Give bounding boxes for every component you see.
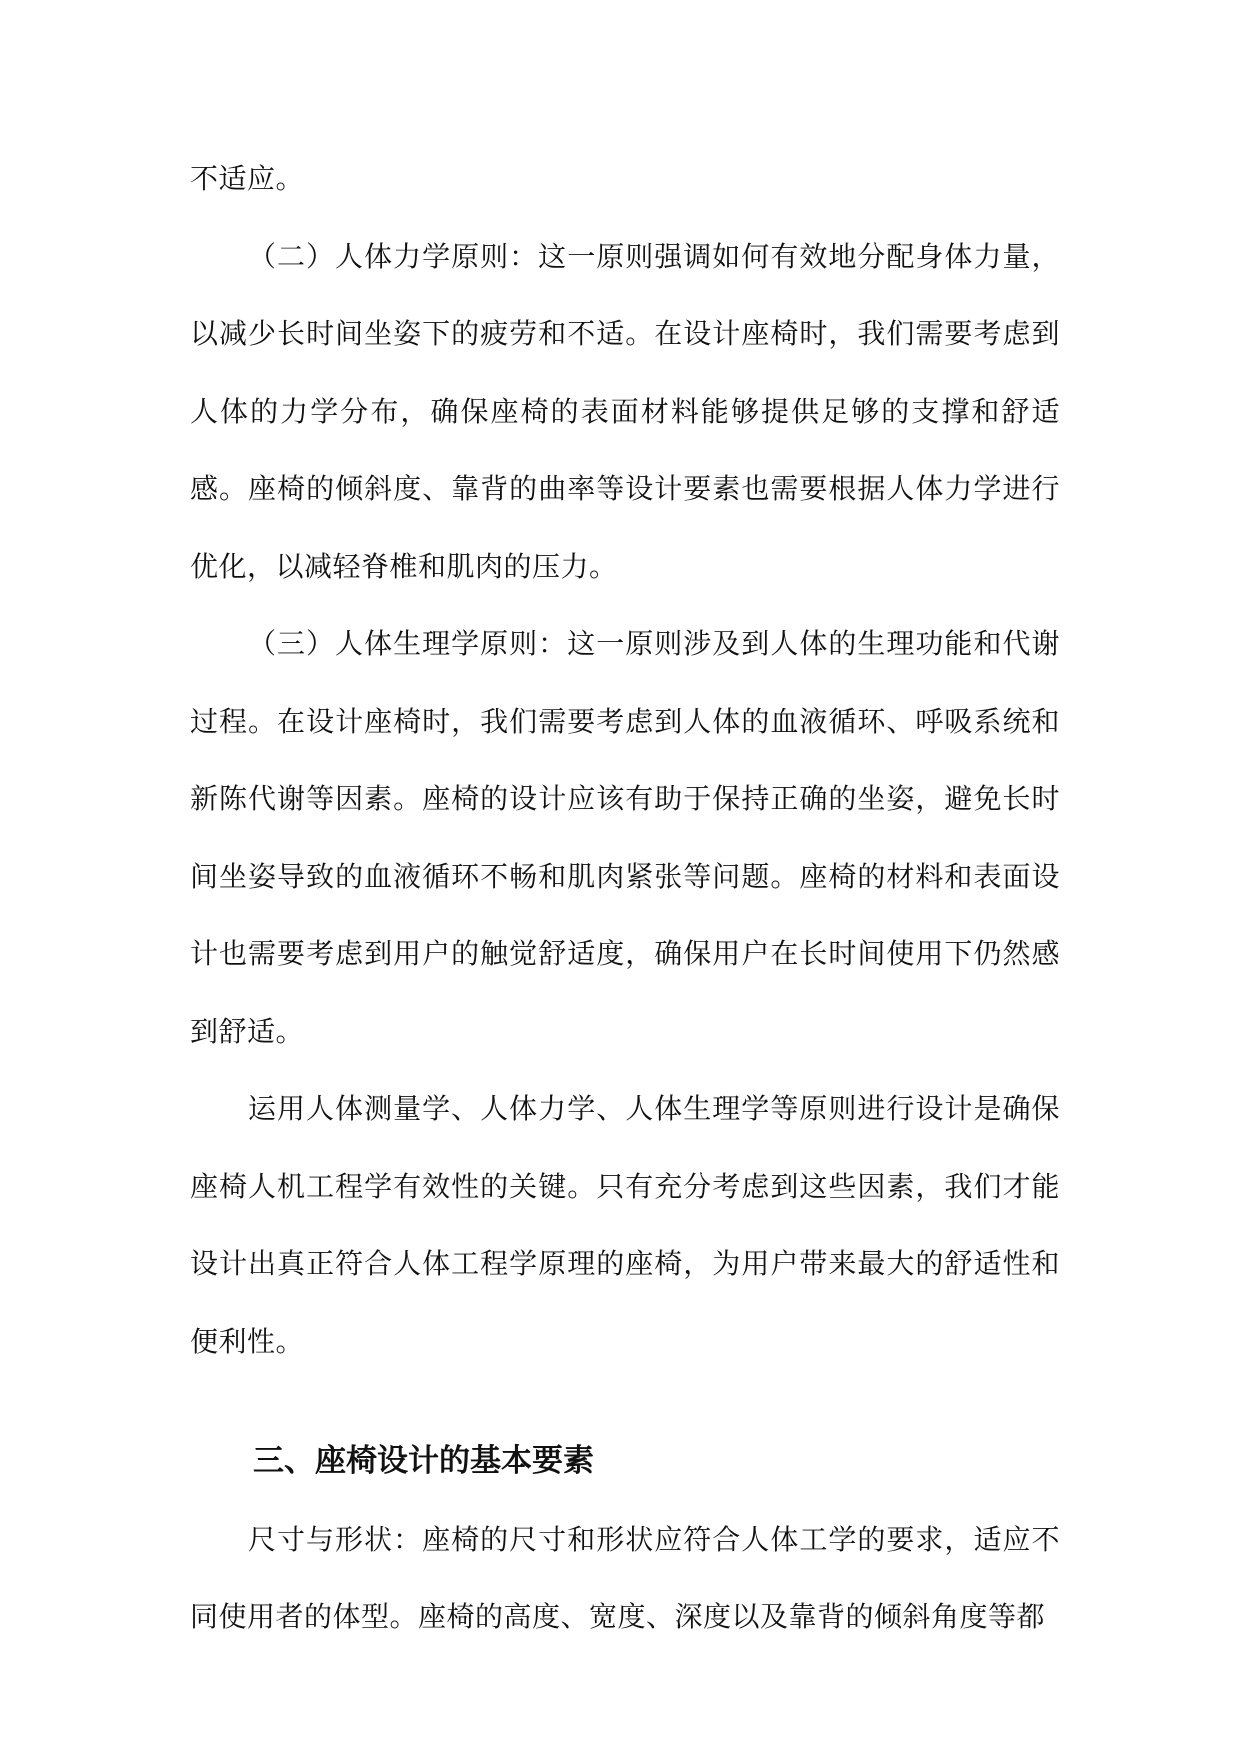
spacer <box>190 1380 1060 1423</box>
paragraph-size-and-shape: 尺寸与形状：座椅的尺寸和形状应符合人体工学的要求，适应不同使用者的体型。座椅的高度、宽度、深度以及靠背的倾斜角度等都 <box>190 1522 1060 1633</box>
section-heading: 三、座椅设计的基本要素 <box>253 1443 594 1479</box>
paragraph-physiology-principle: （三）人体生理学原则：这一原则涉及到人体的生理功能和代谢过程。在设计座椅时，我们需要考虑到人体的血液循环、呼吸系统和新陈代谢等因素。座椅的设计应该有助于保持正确的坐姿，避免长时间坐姿导致的血液循环不畅和肌肉紧张等问题。座椅的材料和表面设计也需要考虑到用户的触觉舒适度，确保用户在长时间使用下仍然感到舒适。 <box>190 627 1060 1048</box>
paragraph-continuation: 不适应。 <box>190 162 305 195</box>
paragraph-summary: 运用人体测量学、人体力学、人体生理学等原则进行设计是确保座椅人机工程学有效性的关键。只有充分考虑到这些因素，我们才能设计出真正符合人体工程学原理的座椅，为用户带来最大的舒适性和便利性。 <box>190 1092 1060 1358</box>
page-content <box>190 140 1060 1656</box>
paragraph-biomechanics-principle: （二）人体力学原则：这一原则强调如何有效地分配身体力量，以减少长时间坐姿下的疲劳和不适。在设计座椅时，我们需要考虑到人体的力学分布，确保座椅的表面材料能够提供足够的支撑和舒适感。座椅的倾斜度、靠背的曲率等设计要素也需要根据人体力学进行优化，以减轻脊椎和肌肉的压力。 <box>190 239 1060 583</box>
